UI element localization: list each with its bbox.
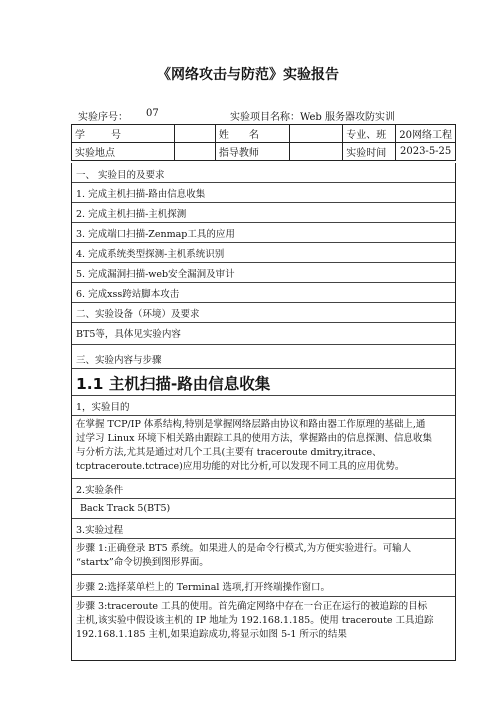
purpose-paragraph: 在掌握 TCP/IP 体系结构,特别是掌握网络层路由协议和路由器工作原理的基础上,通 过学习 Linux 环境下相关路由跟踪工具的使用方法，掌握路由的信息探测、信息收集 与分析方法,尤其是通过对几个工具(主要有 traceroute dmitry,itrace、 tcptraceroute.tctrace)应用功能的对比分析,可以发现不同工具的应用优势。 (76, 419, 432, 472)
student-id-label: 学号 (72, 125, 175, 143)
step3-paragraph: 步骤 3:traceroute 工具的使用。首先确定网络中存在一台正在运行的被追踪的目标 主机,该实验中假设该主机的 IP 地址为 192.168.1.185。使用 traceroute 工具追踪 192.168.1.185 主机,如果追踪成功,将显示如图 5-1 所示的结果 (76, 601, 434, 640)
list-item: 5. 完成漏洞扫描-web安全漏洞及审计 (76, 269, 235, 280)
condition-label: 2.实验条件 (76, 485, 124, 496)
section2-heading: 二、实验设备（环境）及要求 (76, 309, 200, 320)
report-title: 《网络攻击与防范》实验报告 (157, 67, 339, 83)
table-row (72, 125, 456, 143)
seq-label: 实验序号： (78, 112, 128, 123)
divider (72, 222, 455, 223)
content-box (71, 163, 456, 661)
divider (72, 596, 455, 597)
divider (72, 262, 455, 263)
step1-paragraph: 步骤 1:正确登录 BT5 系统。如果进人的是命令行模式,为方便实验进行。可输人 “startx”命令切换到图形界面。 (76, 543, 412, 568)
list-item: 6. 完成xss跨站脚本攻击 (76, 289, 180, 300)
divider (72, 302, 455, 303)
divider (72, 242, 455, 243)
divider (72, 202, 455, 203)
instructor-value (290, 143, 343, 161)
major-value: 20网络工程 (396, 125, 456, 143)
list-item: 3. 完成端口扫描-Zenmap工具的应用 (76, 229, 235, 240)
divider (72, 498, 455, 499)
major-label: 专业、班 (343, 125, 396, 143)
location-label: 实验地点 (72, 143, 175, 161)
process-label: 3.实验过程 (76, 525, 124, 536)
project-name: 实验项目名称：Web 服务器攻防实训 (230, 112, 395, 123)
name-value (290, 125, 343, 143)
list-item: 2. 完成主机扫描-主机探测 (76, 209, 187, 220)
info-table (71, 124, 456, 161)
section2-text: BT5等，具体见实验内容 (76, 329, 181, 340)
list-item: 1. 完成主机扫描-路由信息收集 (76, 189, 206, 200)
condition-text: Back Track 5(BT5) (80, 503, 171, 514)
location-value (175, 143, 216, 161)
divider (72, 344, 455, 345)
divider (72, 478, 455, 479)
step2-text: 步骤 2:选择菜单栏上的 Terminal 选项,打开终端操作窗口。 (76, 582, 330, 593)
purpose-label: 1，实验目的 (76, 402, 130, 413)
date-label: 实验时间 (343, 143, 396, 161)
list-item: 4. 完成系统类型探测-主机系统识别 (76, 249, 225, 260)
divider (72, 282, 455, 283)
divider (72, 574, 455, 575)
divider (72, 538, 455, 539)
divider (72, 395, 455, 396)
divider (72, 368, 455, 369)
section1-heading: 一、 实验目的及要求 (76, 170, 165, 181)
instructor-label: 指导教师 (215, 143, 290, 161)
divider (72, 415, 455, 416)
divider (72, 322, 455, 323)
subsection-heading: 1.1 主机扫描-路由信息收集 (76, 375, 271, 393)
student-id-value (175, 125, 216, 143)
name-label: 姓名 (215, 125, 290, 143)
seq-value: 07 (146, 108, 159, 119)
divider (72, 518, 455, 519)
date-value: 2023-5-25 (396, 143, 456, 161)
section3-heading: 三、实验内容与步骤 (76, 355, 162, 366)
divider (72, 182, 455, 183)
table-row (72, 143, 456, 161)
